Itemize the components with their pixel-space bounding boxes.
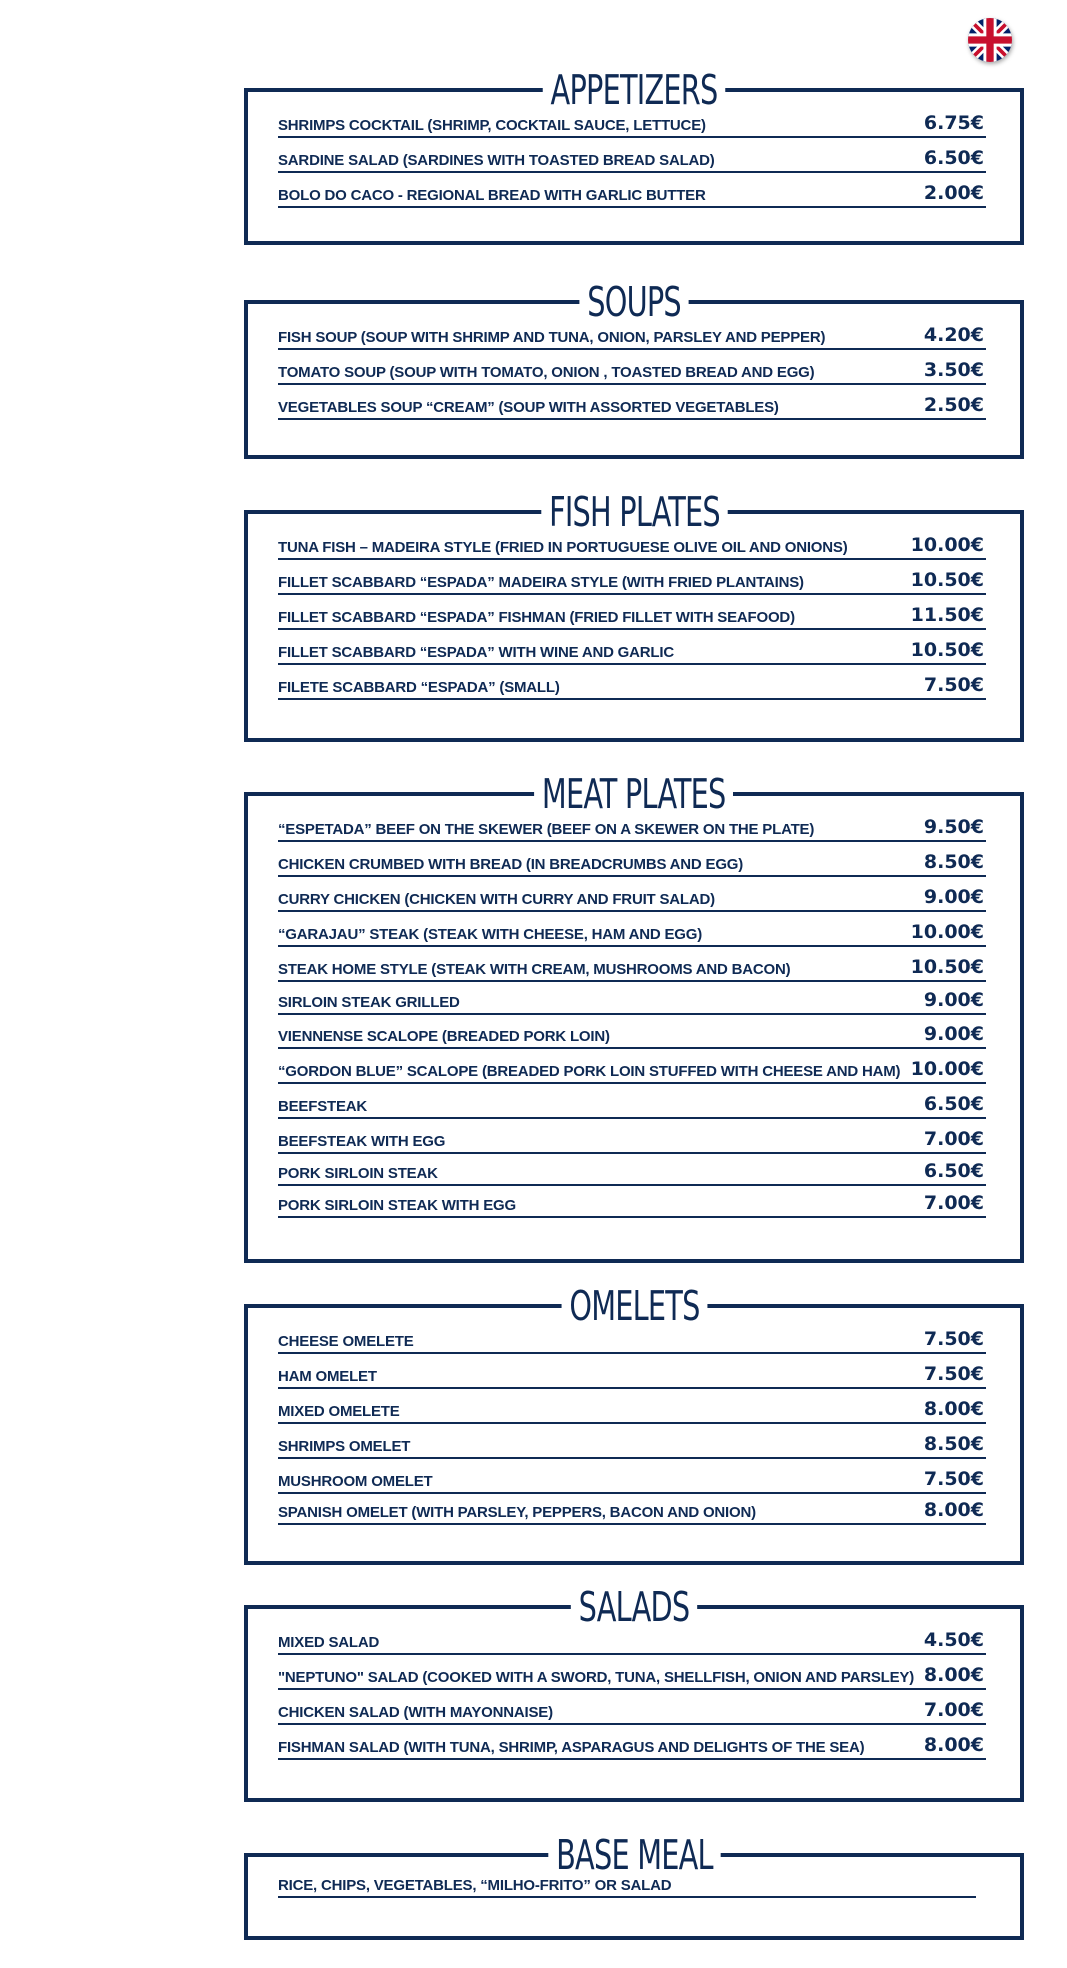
menu-item <box>278 806 986 842</box>
item-name: STEAK HOME STYLE (STEAK WITH CREAM, MUSHROOMS AND BACON) <box>278 961 791 978</box>
menu-item <box>278 1388 986 1424</box>
item-name: PORK SIRLOIN STEAK <box>278 1165 438 1182</box>
section-omelets <box>244 1282 1024 1565</box>
menu-item <box>278 979 986 1015</box>
item-price: 8.00€ <box>923 1499 984 1521</box>
item-name: FILLET SCABBARD “ESPADA” FISHMAN (FRIED FILLET WITH SEAFOOD) <box>278 609 795 626</box>
item-name: MUSHROOM OMELET <box>278 1473 433 1490</box>
item-name: TOMATO SOUP (SOUP WITH TOMATO, ONION , TOASTED BREAD AND EGG) <box>278 364 815 381</box>
section-meat-plates <box>244 770 1024 1263</box>
menu-item <box>278 172 986 208</box>
menu-item <box>278 524 986 560</box>
item-price: 10.00€ <box>910 534 984 556</box>
item-price: 10.50€ <box>910 569 984 591</box>
item-name: SARDINE SALAD (SARDINES WITH TOASTED BREAD SALAD) <box>278 152 715 169</box>
item-price: 7.00€ <box>923 1128 984 1150</box>
item-name: VIENNENSE SCALOPE (BREADED PORK LOIN) <box>278 1028 610 1045</box>
item-name: FILETE SCABBARD “ESPADA” (SMALL) <box>278 679 560 696</box>
item-name: RICE, CHIPS, VEGETABLES, “MILHO-FRITO” OR SALAD <box>278 1877 672 1894</box>
item-name: CHEESE OMELETE <box>278 1333 414 1350</box>
menu-item <box>278 1423 986 1459</box>
menu-item <box>278 946 986 982</box>
item-name: BEEFSTEAK <box>278 1098 368 1115</box>
item-price: 9.00€ <box>923 1023 984 1045</box>
item-price: 4.20€ <box>923 324 984 346</box>
item-price: 10.50€ <box>910 956 984 978</box>
item-name: FILLET SCABBARD “ESPADA” WITH WINE AND GARLIC <box>278 644 674 661</box>
item-price: 3.50€ <box>923 359 984 381</box>
menu-item <box>278 664 986 700</box>
item-name: FILLET SCABBARD “ESPADA” MADEIRA STYLE (WITH FRIED PLANTAINS) <box>278 574 804 591</box>
menu-item <box>278 594 986 630</box>
item-price: 7.00€ <box>923 1699 984 1721</box>
item-name: CHICKEN SALAD (WITH MAYONNAISE) <box>278 1704 553 1721</box>
item-price: 7.00€ <box>923 1192 984 1214</box>
item-price: 6.50€ <box>923 147 984 169</box>
menu-item <box>278 1048 986 1084</box>
item-price: 8.00€ <box>923 1664 984 1686</box>
item-name: VEGETABLES SOUP “CREAM” (SOUP WITH ASSORTED VEGETABLES) <box>278 399 779 416</box>
section-title: SOUPS <box>579 274 688 330</box>
item-price: 8.50€ <box>923 851 984 873</box>
item-name: SPANISH OMELET (WITH PARSLEY, PEPPERS, BACON AND ONION) <box>278 1504 756 1521</box>
section-appetizers <box>244 66 1024 245</box>
menu-item <box>278 911 986 947</box>
item-price: 9.50€ <box>923 816 984 838</box>
item-price: 6.50€ <box>923 1160 984 1182</box>
section-soups <box>244 278 1024 459</box>
item-name: FISH SOUP (SOUP WITH SHRIMP AND TUNA, ONION, PARSLEY AND PEPPER) <box>278 329 826 346</box>
section-title: APPETIZERS <box>543 62 726 118</box>
section-fish-plates <box>244 488 1024 742</box>
menu-item <box>278 1318 986 1354</box>
menu-item <box>278 137 986 173</box>
item-price: 11.50€ <box>910 604 984 626</box>
uk-flag-icon[interactable] <box>968 18 1012 62</box>
menu-item <box>278 1654 986 1690</box>
menu-item <box>278 1724 986 1760</box>
item-price: 6.75€ <box>923 112 984 134</box>
item-name: SHRIMPS OMELET <box>278 1438 411 1455</box>
menu-item <box>278 1182 986 1218</box>
item-name: “ESPETADA” BEEF ON THE SKEWER (BEEF ON A SKEWER ON THE PLATE) <box>278 821 815 838</box>
menu-item <box>278 1619 986 1655</box>
item-name: TUNA FISH – MADEIRA STYLE (FRIED IN PORTUGUESE OLIVE OIL AND ONIONS) <box>278 539 848 556</box>
section-salads <box>244 1583 1024 1802</box>
menu-item <box>278 629 986 665</box>
item-name: BEEFSTEAK WITH EGG <box>278 1133 446 1150</box>
item-price: 8.00€ <box>923 1398 984 1420</box>
item-name: MIXED OMELETE <box>278 1403 400 1420</box>
section-title: MEAT PLATES <box>534 766 733 822</box>
menu-item <box>278 1353 986 1389</box>
menu-item <box>278 1862 976 1898</box>
menu-item <box>278 559 986 595</box>
section-title: BASE MEAL <box>548 1827 720 1883</box>
menu-item <box>278 349 986 385</box>
item-name: HAM OMELET <box>278 1368 377 1385</box>
item-price: 10.50€ <box>910 639 984 661</box>
menu-item <box>278 1489 986 1525</box>
menu-item <box>278 384 986 420</box>
item-price: 7.50€ <box>923 1468 984 1490</box>
menu-item <box>278 102 986 138</box>
item-price: 10.00€ <box>910 921 984 943</box>
menu-item <box>278 1118 986 1154</box>
item-name: FISHMAN SALAD (WITH TUNA, SHRIMP, ASPARAGUS AND DELIGHTS OF THE SEA) <box>278 1739 865 1756</box>
item-price: 2.00€ <box>923 182 984 204</box>
item-name: BOLO DO CACO - REGIONAL BREAD WITH GARLIC BUTTER <box>278 187 706 204</box>
menu-item <box>278 841 986 877</box>
item-price: 8.50€ <box>923 1433 984 1455</box>
item-name: “GARAJAU” STEAK (STEAK WITH CHEESE, HAM AND EGG) <box>278 926 703 943</box>
section-base-meal <box>244 1831 1024 1940</box>
item-price: 7.50€ <box>923 1363 984 1385</box>
item-name: CURRY CHICKEN (CHICKEN WITH CURRY AND FRUIT SALAD) <box>278 891 715 908</box>
menu-item <box>278 1013 986 1049</box>
item-name: MIXED SALAD <box>278 1634 380 1651</box>
menu-item <box>278 314 986 350</box>
section-title: SALADS <box>571 1579 697 1635</box>
item-name: SHRIMPS COCKTAIL (SHRIMP, COCKTAIL SAUCE, LETTUCE) <box>278 117 706 134</box>
item-price: 6.50€ <box>923 1093 984 1115</box>
item-price: 7.50€ <box>923 1328 984 1350</box>
item-name: PORK SIRLOIN STEAK WITH EGG <box>278 1197 516 1214</box>
item-price: 9.00€ <box>923 886 984 908</box>
item-price: 2.50€ <box>923 394 984 416</box>
menu-item <box>278 1083 986 1119</box>
menu-item <box>278 876 986 912</box>
menu-item <box>278 1150 986 1186</box>
item-price: 7.50€ <box>923 674 984 696</box>
section-title: OMELETS <box>561 1278 707 1334</box>
item-price: 8.00€ <box>923 1734 984 1756</box>
section-title: FISH PLATES <box>541 484 727 540</box>
item-price: 4.50€ <box>923 1629 984 1651</box>
item-price: 10.00€ <box>910 1058 984 1080</box>
item-price: 9.00€ <box>923 989 984 1011</box>
item-name: SIRLOIN STEAK GRILLED <box>278 994 460 1011</box>
item-name: “GORDON BLUE” SCALOPE (BREADED PORK LOIN STUFFED WITH CHEESE AND HAM) <box>278 1063 901 1080</box>
item-name: CHICKEN CRUMBED WITH BREAD (IN BREADCRUMBS AND EGG) <box>278 856 744 873</box>
item-name: "NEPTUNO" SALAD (COOKED WITH A SWORD, TUNA, SHELLFISH, ONION AND PARSLEY) <box>278 1669 915 1686</box>
menu-item <box>278 1689 986 1725</box>
